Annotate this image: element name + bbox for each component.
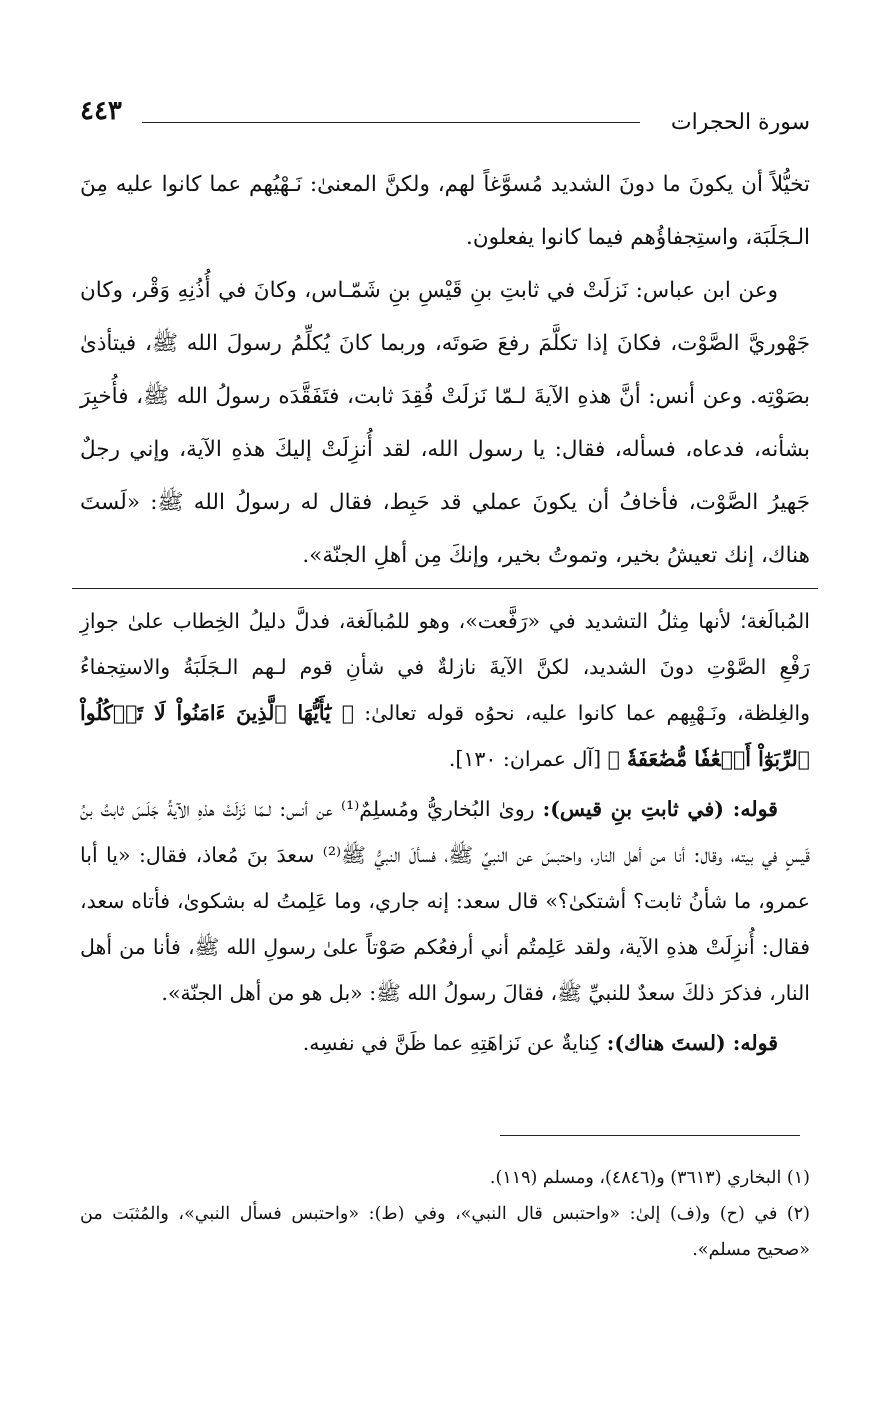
- commentary-paragraph: [80, 1020, 810, 1066]
- lemma-heading: قوله: (في ثابتِ بنِ قيس):: [542, 797, 778, 821]
- commentary-text-run: روىٰ البُخاريُّ ومُسلِمٌ⁽¹⁾ عن أنس: لـمّا نَزلَتْ هذهِ الآيةُ جَلَسَ ثابتُ بنُ قَيسٍ في بيته، وقال: أنا من أهل النار، واحتبسَ عن النبيِّ ﷺ، فسألَ النبيُّ ﷺ⁽²⁾ سعدَ بنَ مُعاذ، فقال: «يا أبا عمرو، ما شأنُ ثابت؟ أشتكىٰ؟» قال سعد: إنه جاري، وما عَلِمتُ له بشكوىٰ، فأتاه سعد، فقال: أُنزِلَتْ هذهِ الآية، ولقد عَلِمتُم أني أرفعُكم صَوْتاً علىٰ رسولِ الله ﷺ، فأنا من أهل النار، فذكرَ ذلكَ سعدٌ للنبيِّ ﷺ، فقالَ رسولُ الله ﷺ: «بل هو من أهل الجنّة».: [80, 797, 810, 1005]
- verse-reference: [آل عمران: ١٣٠].: [448, 747, 608, 771]
- page-header: [80, 96, 810, 148]
- main-text-paragraph: وعن ابن عباس: نَزلَتْ في ثابتِ بنِ قَيْسِ بنِ شَمّـاس، وكانَ في أُذُنِهِ وَقْر، وكان جَهْوريَّ الصَّوْت، فكانَ إذا تكلَّمَ رفعَ صَوتَه، وربما كانَ يُكلِّمُ رسولَ الله ﷺ، فيتأذىٰ بصَوْتِه. وعن أنس: أنَّ هذهِ الآيةَ لـمّا نَزلَتْ فُقِدَ ثابت، فتَفَقَّدَه رسولُ الله ﷺ، فأُخبِرَ بشأنه، فدعاه، فسأله، فقال: يا رسول الله، لقد أُنزِلَتْ إليكَ هذهِ الآية، وإني رجلٌ جَهيرُ الصَّوْت، فأخافُ أن يكونَ عملي قد حَبِط، فقال له رسولُ الله ﷺ: «لَستَ هناك، إنك تعيشُ بخير، وتموتُ بخير، وإنكَ مِن أهلِ الجنّة».: [80, 278, 810, 568]
- footnote: (١) البخاري (٣٦١٣) و(٤٨٤٦)، ومسلم (١١٩).: [489, 1168, 810, 1188]
- commentary-paragraph: [80, 786, 810, 1016]
- footnotes: [80, 1160, 810, 1268]
- section-divider: [72, 588, 818, 589]
- quran-verse: ﴿ يَٰٓأَيُّهَا ٱلَّذِينَ ءَامَنُواْ لَا تَأۡكُلُواْ ٱلرِّبَوٰٓاْ أَضۡعَٰفٗا مُّضَٰعَفَةٗ ﴾: [80, 701, 810, 771]
- page-number: ٤٤٣: [80, 96, 122, 126]
- main-text: [80, 158, 810, 582]
- commentary-text-run: كِنايةٌ عن نَزاهَتِهِ عما ظَنَّ في نفسِه.: [302, 1031, 607, 1055]
- surah-title: سورة الحجرات: [670, 110, 810, 135]
- commentary-text: [80, 598, 810, 1066]
- lemma-heading: قوله: (لستَ هناك):: [606, 1031, 778, 1055]
- footnote-rule: [500, 1135, 800, 1136]
- main-text-paragraph: تخيُّلاً أن يكونَ ما دونَ الشديد مُسوَّغاً لهم، ولكنَّ المعنىٰ: نَـهْيُهم عما كانوا عليه مِنَ الـجَلَبَة، واستِجفاؤُهم فيما كانوا يفعلون.: [80, 172, 810, 250]
- commentary-text-run: المُبالَغة؛ لأنها مِثلُ التشديد في «رَفَّعت»، وهو للمُبالَغة، فدلَّ دليلُ الخِطاب علىٰ جوازِ رَفْعِ الصَّوْتِ دونَ الشديد، لكنَّ الآيةَ نازلةٌ في شأنِ قوم لـهم الـجَلَبَةُ والاستِجفاءُ والغِلظة، ونَـهْيِهم عما كانوا عليه، نحوُه قوله تعالىٰ:: [80, 609, 810, 725]
- footnote: (٢) في (ح) و(ف) إلىٰ: «واحتبس قال النبي»، وفي (ط): «واحتبس فسأل النبي»، والمُثبَت من «صحيح مسلم».: [80, 1204, 810, 1260]
- commentary-paragraph: [80, 598, 810, 782]
- header-rule: [142, 122, 640, 123]
